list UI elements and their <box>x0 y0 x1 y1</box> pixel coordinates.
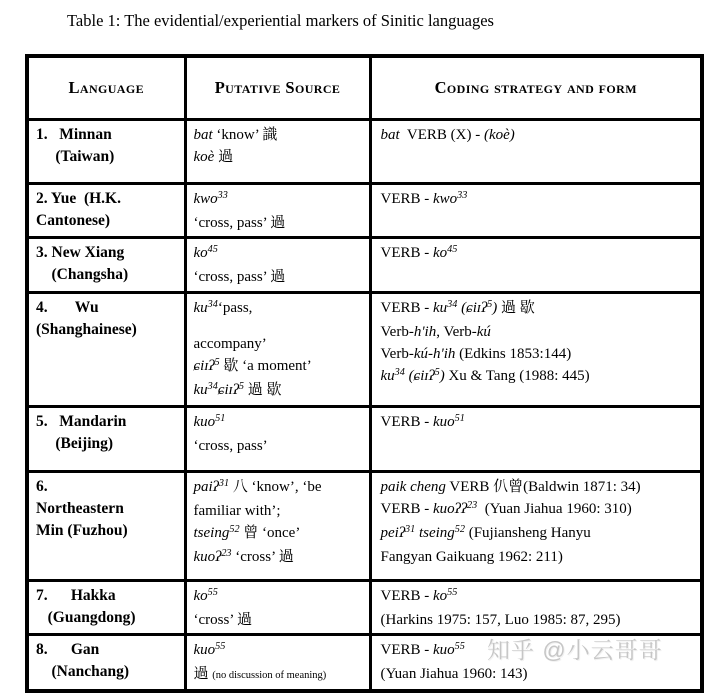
table-caption: Table 1: The evidential/experiential markers of Sinitic languages <box>67 11 494 30</box>
text-line: VERB - kuo$^{51}$ <box>380 412 465 430</box>
cell-source <box>185 237 370 292</box>
cell-coding <box>370 119 702 183</box>
text-line: ‘cross, pass’ 過 <box>193 214 286 231</box>
text-line: kuoʔ$^{23}$ ‘cross’ 過 <box>193 547 294 565</box>
cell-language <box>27 237 185 292</box>
text-line: paik cheng VERB 仈曾(Baldwin 1871: 34) <box>380 478 641 495</box>
cell-language <box>27 292 185 406</box>
text-line: VERB - kwo$^{33}$ <box>380 189 468 207</box>
text-line: tseing$^{52}$ 曾 ‘once’ <box>193 523 301 541</box>
text-line: koè 過 <box>193 148 234 165</box>
text-line: peiʔ$^{31}$ tseing$^{52}$ (Fujiansheng Hanyu <box>380 523 591 541</box>
text-line: 3. New Xiang <box>36 243 125 261</box>
text-line: Verb-kú-h'ih (Edkins 1853:144) <box>380 345 572 362</box>
text-line: (Shanghainese) <box>36 320 137 338</box>
text-line: paiʔ$^{31}$ 八 ‘know’, ‘be <box>193 477 322 495</box>
text-line: VERB - $ko^{55}$ <box>380 586 458 604</box>
cell-coding <box>370 471 702 580</box>
table-row <box>27 406 702 471</box>
text-line: (Guangdong) <box>36 608 136 626</box>
text-line: $ku^{34}ɕiɪʔ^5$ 過 歇 <box>193 380 282 398</box>
table-row <box>27 237 702 292</box>
text-line: $ku^{34}$ (ɕiɪʔ$^5$) Xu & Tang (1988: 445) <box>380 366 590 384</box>
text-line: $ku^{34}‘pass$, <box>193 298 253 316</box>
text-line: VERB - $ku^{34}$ (ɕiɪʔ$^5$) 過 歇 <box>380 298 535 316</box>
cell-source <box>185 119 370 183</box>
cell-coding <box>370 580 702 634</box>
text-line: 8. Gan <box>36 640 100 658</box>
text-line: Cantonese) <box>36 211 111 229</box>
cell-source <box>185 183 370 237</box>
text-line: (Yuan Jiahua 1960: 143) <box>380 665 528 682</box>
text-line: Fangyan Gaikuang 1962: 211) <box>380 548 563 565</box>
text-line: ‘cross, pass’ 過 <box>193 268 286 285</box>
text-line: VERB - kuoʔʔ$^{23}$ (Yuan Jiahua 1960: 310) <box>380 499 632 517</box>
text-line: 7. Hakka <box>36 586 116 604</box>
text-line: Min (Fuzhou) <box>36 521 128 539</box>
text-line: (Harkins 1975: 157, Luo 1985: 87, 295) <box>380 611 621 628</box>
cell-coding <box>370 183 702 237</box>
text-line: (Taiwan) <box>36 147 115 165</box>
text-line <box>194 321 363 333</box>
text-line: 6. <box>36 477 48 495</box>
cell-source <box>185 634 370 691</box>
watermark: 知乎 @小云哥哥 <box>487 637 663 663</box>
evidential-markers-table <box>25 54 704 693</box>
text-line: ɕiɪʔ$^5$ 歇 ‘a moment’ <box>193 356 312 374</box>
text-line: (Changsha) <box>36 265 129 283</box>
cell-language <box>27 471 185 580</box>
column-header-source: Putative Source <box>185 56 370 119</box>
text-line: $ko^{45}$ <box>193 243 218 261</box>
text-line: 過 (no discussion of meaning) <box>193 665 327 682</box>
table-row <box>27 183 702 237</box>
text-line: VERB - kuo$^{55}$ <box>380 640 465 658</box>
text-line: $ko^{55}$ <box>193 586 218 604</box>
cell-language <box>27 580 185 634</box>
cell-source <box>185 471 370 580</box>
text-line: bat VERB (X) - (koè) <box>380 126 515 143</box>
text-line: familiar with’; <box>193 502 281 519</box>
header-row <box>27 56 702 119</box>
text-line: bat ‘know’ 識 <box>193 126 278 143</box>
column-header-coding: Coding strategy and form <box>370 56 702 119</box>
cell-language <box>27 406 185 471</box>
cell-coding <box>370 292 702 406</box>
table-row <box>27 119 702 183</box>
text-line: 2. Yue (H.K. <box>36 189 121 207</box>
table-row <box>27 471 702 580</box>
text-line: accompany’ <box>193 335 267 352</box>
text-line: Northeastern <box>36 499 124 517</box>
text-line: ‘cross’ 過 <box>193 611 252 628</box>
text-line: Verb-h'ih, Verb-kú <box>380 323 491 340</box>
text-line: kwo$^{33}$ <box>193 189 228 207</box>
text-line: kuo$^{51}$ <box>193 412 226 430</box>
table-row <box>27 580 702 634</box>
text-line: (Beijing) <box>36 434 114 452</box>
text-line: 4. Wu <box>36 298 99 316</box>
cell-language <box>27 183 185 237</box>
cell-source <box>185 580 370 634</box>
text-line: VERB - $ko^{45}$ <box>380 243 458 261</box>
cell-coding <box>370 237 702 292</box>
cell-source <box>185 292 370 406</box>
cell-coding <box>370 406 702 471</box>
cell-language <box>27 119 185 183</box>
text-line: ‘cross, pass’ <box>193 437 268 454</box>
text-line: kuo$^{55}$ <box>193 640 226 658</box>
text-line: (Nanchang) <box>36 662 130 680</box>
text-line: 1. Minnan <box>36 125 112 143</box>
cell-source <box>185 406 370 471</box>
table-row <box>27 292 702 406</box>
column-header-language: Language <box>27 56 185 119</box>
cell-language <box>27 634 185 691</box>
text-line: 5. Mandarin <box>36 412 127 430</box>
